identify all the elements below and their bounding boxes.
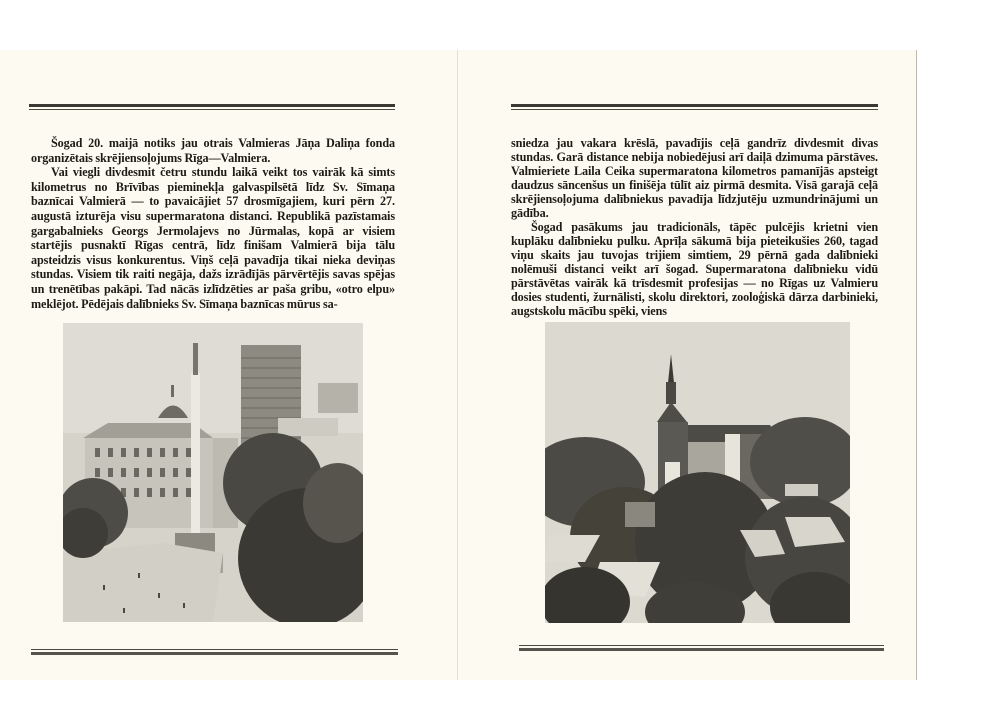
page-fold (457, 50, 458, 680)
right-paragraph-1: sniedza jau vakara krēslā, pavadījis ceļā gandrīz divdesmit divas stundas. Garā distance nebija nobiedējusi arī daiļā dzimuma pārstāves. Valmieriete Laila Ceika supermaratona kilometros pamanījās apsteigt daudzus sāncenšus un finišēja tūlīt aiz pirmā desmita. Visā garajā ceļā skrējiensoļojuma dalībniekus pavadīja līdzjutēju uzmundrinājumi un gādība. (511, 136, 878, 220)
left-top-rule (29, 104, 395, 111)
left-paragraph-2: Vai viegli divdesmit četru stundu laikā veikt tos vairāk kā simts kilometrus no Brīvības pieminekļa galvaspilsētā līdz Sv. Sīmaņa baznīcai Valmierā — to pavaicājiet 57 drosmīgajiem, kuri pērn 27. augustā izturēja visu supermaratona distanci. Republikā pazīstamais gargabalnieks Georgs Jermolajevs no Jūrmalas, kopā ar visiem startējis pusnaktī Rīgas centrā, līdz finišam Valmierā bija tālu apsteidzis visus konkurentus. Viņš ceļā pavadīja tikai nieka deviņas stundas. Visiem tik raiti negāja, dažs izrādījās pārvērtējis savas spējas un trenētības pakāpi. Tad nācās izlīdzēties ar paša gribu, «otro elpu» meklējot. Pēdējais dalībnieks Sv. Sīmaņa baznīcas mūrus sa- (31, 165, 395, 311)
right-paragraph-2: Šogad pasākums jau tradicionāls, tāpēc pulcējis krietni vien kuplāku dalībnieku pulku. Aprīļa sākumā bija pieteikušies 260, tagad viņu skaits jau tuvojas trijiem simtiem, 29 pērnā gada dalībnieki nolēmuši distanci veikt arī šogad. Supermaratona dalībnieku vidū pārstāvētas vairāk kā trīsdesmit profesijas — no Rīgas uz Valmieru dosies studenti, žurnālisti, skolu direktori, zooloģiskā dārza darbinieki, augstskolu mācību spēki, viens (511, 220, 878, 318)
left-text-column (31, 136, 395, 311)
right-bottom-rule (519, 645, 884, 652)
valmiera-church-photo (545, 322, 850, 623)
riga-freedom-monument-photo (63, 323, 363, 622)
left-paragraph-1: Šogad 20. maijā notiks jau otrais Valmieras Jāņa Daliņa fonda organizētais skrējiensoļojums Rīga—Valmiera. (31, 136, 395, 165)
right-top-rule (511, 104, 878, 111)
left-bottom-rule (31, 649, 398, 656)
right-text-column (511, 136, 878, 318)
